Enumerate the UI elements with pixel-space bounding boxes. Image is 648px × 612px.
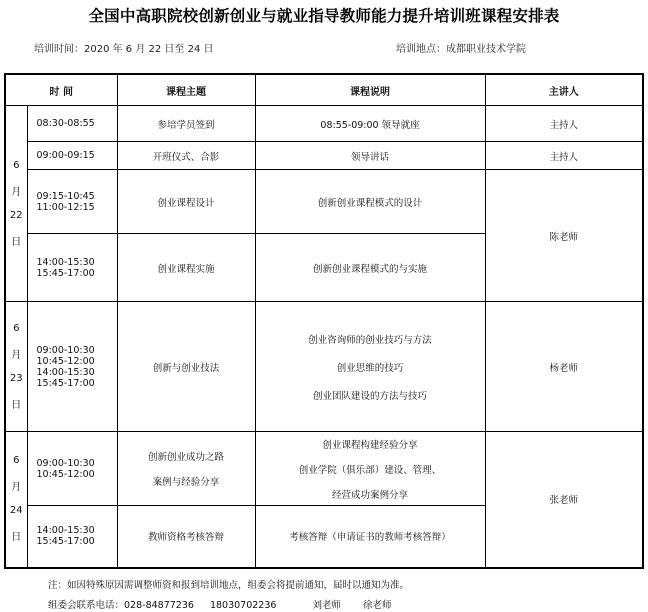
header-topic: 课程主题 <box>117 74 255 106</box>
day-cell-22: 6 月 22 日 <box>5 106 27 302</box>
desc-cell: 创新创业课程模式的与实施 <box>255 234 485 302</box>
page-title: 全国中高职院校创新创业与就业指导教师能力提升培训班课程安排表 <box>88 7 560 25</box>
topic-cell: 参培学员签到 <box>117 106 255 142</box>
time-cell: 08:30-08:55 <box>27 106 117 142</box>
lecturer-cell: 张老师 <box>485 432 643 568</box>
topic-cell: 开班仪式、合影 <box>117 142 255 170</box>
phone-2: 18030702236 <box>209 600 277 611</box>
contact-person-2: 徐老师 <box>362 600 392 611</box>
lecturer-cell: 主持人 <box>485 106 643 142</box>
footer-contact <box>48 597 391 611</box>
header-desc: 课程说明 <box>255 74 485 106</box>
time-cell: 09:00-10:30 10:45-12:00 14:00-15:30 15:45-17:00 <box>27 302 117 432</box>
time-cell: 14:00-15:30 15:45-17:00 <box>27 234 117 302</box>
lecturer-cell: 杨老师 <box>485 302 643 432</box>
topic-cell: 教师资格考核答辩 <box>117 506 255 568</box>
desc-cell: 08:55-09:00 领导就座 <box>255 106 485 142</box>
header-time: 时 间 <box>5 74 117 106</box>
desc-cell: 创业咨询师的创业技巧与方法 创业思维的技巧 创业团队建设的方法与技巧 <box>255 302 485 432</box>
day-cell-24: 6 月 24 日 <box>5 432 27 568</box>
topic-cell: 创业课程设计 <box>117 170 255 234</box>
topic-cell: 创新与创业技法 <box>117 302 255 432</box>
table-row <box>5 170 643 234</box>
time-cell: 14:00-15:30 15:45-17:00 <box>27 506 117 568</box>
time-cell: 09:00-10:30 10:45-12:00 <box>27 432 117 506</box>
time-cell: 09:15-10:45 11:00-12:15 <box>27 170 117 234</box>
contact-label: 组委会联系电话： <box>48 600 125 611</box>
header-lecturer: 主讲人 <box>485 74 643 106</box>
day-cell-23: 6 月 23 日 <box>5 302 27 432</box>
table-header-row <box>5 74 643 106</box>
topic-cell: 创新创业成功之路 案例与经验分享 <box>117 432 255 506</box>
time-cell: 09:00-09:15 <box>27 142 117 170</box>
desc-cell: 考核答辩（申请证书的教师考核答辩） <box>255 506 485 568</box>
schedule-table <box>4 73 644 569</box>
training-time: 培训时间：2020 年 6 月 22 日至 24 日 <box>34 44 214 55</box>
lecturer-cell: 陈老师 <box>485 170 643 302</box>
training-place: 培训地点：成都职业技术学院 <box>396 44 526 55</box>
desc-cell: 领导讲话 <box>255 142 485 170</box>
desc-cell: 创业课程构建经验分享 创业学院（俱乐部）建设、管理、 经营成功案例分享 <box>255 432 485 506</box>
footer-note: 注：如因特殊原因需调整师资和报到培训地点，组委会将提前通知，届时以通知为准。 <box>48 580 410 591</box>
table-row <box>5 106 643 142</box>
phone-1: 028-84877236 <box>124 600 194 611</box>
table-row <box>5 302 643 432</box>
table-row <box>5 432 643 506</box>
contact-person-1: 刘老师 <box>312 600 341 611</box>
lecturer-cell: 主持人 <box>485 142 643 170</box>
topic-cell: 创业课程实施 <box>117 234 255 302</box>
table-row <box>5 142 643 170</box>
desc-cell: 创新创业课程模式的设计 <box>255 170 485 234</box>
